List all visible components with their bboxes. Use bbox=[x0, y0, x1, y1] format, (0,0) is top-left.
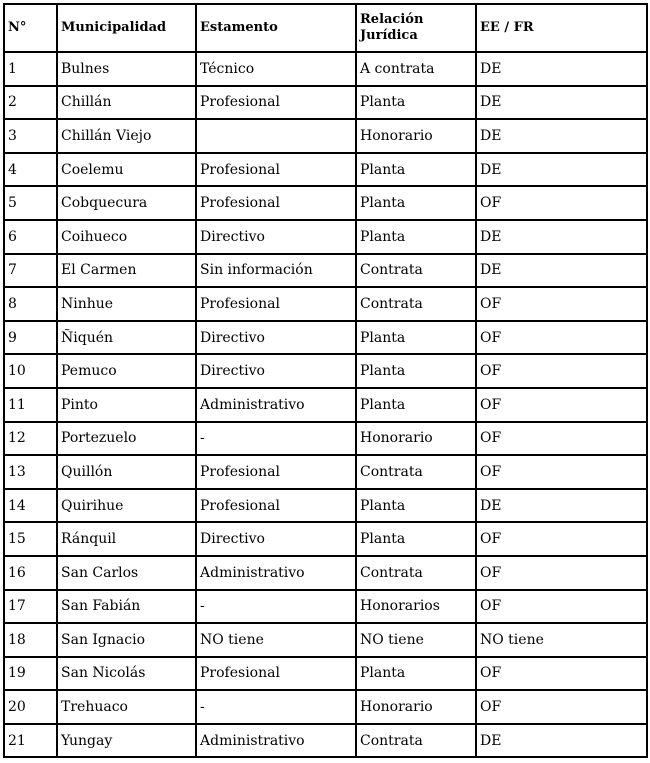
table-row bbox=[4, 86, 647, 120]
table-row bbox=[4, 254, 647, 288]
table-row bbox=[4, 388, 647, 422]
cell-municipality: San Nicolás bbox=[57, 657, 196, 691]
cell-estamento: Directivo bbox=[196, 220, 356, 254]
cell-ee-fr: OF bbox=[476, 690, 647, 724]
cell-estamento: - bbox=[196, 690, 356, 724]
cell-estamento: Profesional bbox=[196, 153, 356, 187]
cell-ee-fr: OF bbox=[476, 422, 647, 456]
cell-ee-fr: OF bbox=[476, 522, 647, 556]
table-row bbox=[4, 119, 647, 153]
cell-ee-fr: OF bbox=[476, 556, 647, 590]
cell-estamento: - bbox=[196, 590, 356, 624]
cell-legal-relation: NO tiene bbox=[356, 623, 476, 657]
cell-estamento: NO tiene bbox=[196, 623, 356, 657]
cell-estamento: Técnico bbox=[196, 52, 356, 86]
table-row bbox=[4, 321, 647, 355]
cell-number: 1 bbox=[4, 52, 57, 86]
cell-number: 18 bbox=[4, 623, 57, 657]
cell-number: 12 bbox=[4, 422, 57, 456]
cell-ee-fr: DE bbox=[476, 489, 647, 523]
cell-number: 21 bbox=[4, 724, 57, 758]
cell-number: 11 bbox=[4, 388, 57, 422]
cell-municipality: Bulnes bbox=[57, 52, 196, 86]
cell-municipality: Yungay bbox=[57, 724, 196, 758]
header-ee-fr: EE / FR bbox=[476, 4, 647, 52]
table-row bbox=[4, 690, 647, 724]
cell-legal-relation: Planta bbox=[356, 354, 476, 388]
table-row bbox=[4, 522, 647, 556]
cell-municipality: Coihueco bbox=[57, 220, 196, 254]
cell-legal-relation: Planta bbox=[356, 153, 476, 187]
cell-number: 17 bbox=[4, 590, 57, 624]
cell-legal-relation: Planta bbox=[356, 321, 476, 355]
cell-number: 14 bbox=[4, 489, 57, 523]
cell-ee-fr: OF bbox=[476, 186, 647, 220]
table-container bbox=[3, 3, 648, 758]
cell-estamento: Administrativo bbox=[196, 724, 356, 758]
cell-number: 7 bbox=[4, 254, 57, 288]
header-row bbox=[4, 4, 647, 52]
cell-number: 6 bbox=[4, 220, 57, 254]
cell-estamento: Administrativo bbox=[196, 556, 356, 590]
header-legal-relation: Relación Jurídica bbox=[356, 4, 476, 52]
cell-ee-fr: OF bbox=[476, 657, 647, 691]
cell-legal-relation: Honorario bbox=[356, 422, 476, 456]
table-row bbox=[4, 724, 647, 758]
cell-estamento: Profesional bbox=[196, 287, 356, 321]
municipalities-table bbox=[3, 3, 648, 758]
cell-number: 16 bbox=[4, 556, 57, 590]
cell-ee-fr: NO tiene bbox=[476, 623, 647, 657]
cell-legal-relation: Contrata bbox=[356, 724, 476, 758]
cell-estamento: Sin información bbox=[196, 254, 356, 288]
cell-number: 2 bbox=[4, 86, 57, 120]
cell-ee-fr: OF bbox=[476, 455, 647, 489]
table-header bbox=[4, 4, 647, 52]
cell-ee-fr: OF bbox=[476, 354, 647, 388]
cell-municipality: Ninhue bbox=[57, 287, 196, 321]
cell-legal-relation: Contrata bbox=[356, 287, 476, 321]
cell-estamento bbox=[196, 119, 356, 153]
cell-municipality: Ñiquén bbox=[57, 321, 196, 355]
cell-estamento: Profesional bbox=[196, 455, 356, 489]
table-body bbox=[4, 52, 647, 757]
cell-estamento: - bbox=[196, 422, 356, 456]
cell-legal-relation: Planta bbox=[356, 86, 476, 120]
header-number: N° bbox=[4, 4, 57, 52]
cell-number: 8 bbox=[4, 287, 57, 321]
cell-estamento: Directivo bbox=[196, 321, 356, 355]
table-row bbox=[4, 422, 647, 456]
cell-legal-relation: Planta bbox=[356, 220, 476, 254]
cell-number: 10 bbox=[4, 354, 57, 388]
cell-legal-relation: Contrata bbox=[356, 556, 476, 590]
table-row bbox=[4, 153, 647, 187]
cell-ee-fr: DE bbox=[476, 220, 647, 254]
cell-municipality: Pinto bbox=[57, 388, 196, 422]
cell-municipality: Portezuelo bbox=[57, 422, 196, 456]
cell-legal-relation: Planta bbox=[356, 489, 476, 523]
cell-ee-fr: DE bbox=[476, 153, 647, 187]
cell-municipality: Cobquecura bbox=[57, 186, 196, 220]
cell-municipality: Pemuco bbox=[57, 354, 196, 388]
cell-estamento: Profesional bbox=[196, 657, 356, 691]
cell-legal-relation: Contrata bbox=[356, 455, 476, 489]
cell-ee-fr: OF bbox=[476, 590, 647, 624]
cell-estamento: Profesional bbox=[196, 489, 356, 523]
cell-ee-fr: DE bbox=[476, 119, 647, 153]
cell-estamento: Directivo bbox=[196, 354, 356, 388]
cell-number: 15 bbox=[4, 522, 57, 556]
cell-ee-fr: DE bbox=[476, 52, 647, 86]
cell-municipality: Ránquil bbox=[57, 522, 196, 556]
cell-estamento: Profesional bbox=[196, 86, 356, 120]
table-row bbox=[4, 556, 647, 590]
cell-ee-fr: DE bbox=[476, 86, 647, 120]
cell-municipality: Chillán bbox=[57, 86, 196, 120]
table-row bbox=[4, 287, 647, 321]
cell-estamento: Directivo bbox=[196, 522, 356, 556]
table-row bbox=[4, 623, 647, 657]
table-row bbox=[4, 354, 647, 388]
cell-legal-relation: Honorarios bbox=[356, 590, 476, 624]
table-row bbox=[4, 657, 647, 691]
table-row bbox=[4, 220, 647, 254]
cell-municipality: Quirihue bbox=[57, 489, 196, 523]
cell-ee-fr: OF bbox=[476, 321, 647, 355]
cell-municipality: San Fabián bbox=[57, 590, 196, 624]
table-row bbox=[4, 590, 647, 624]
table-row bbox=[4, 52, 647, 86]
cell-number: 20 bbox=[4, 690, 57, 724]
cell-number: 13 bbox=[4, 455, 57, 489]
cell-number: 9 bbox=[4, 321, 57, 355]
cell-ee-fr: OF bbox=[476, 388, 647, 422]
cell-number: 3 bbox=[4, 119, 57, 153]
table-row bbox=[4, 489, 647, 523]
cell-legal-relation: Planta bbox=[356, 388, 476, 422]
cell-municipality: San Ignacio bbox=[57, 623, 196, 657]
cell-municipality: Chillán Viejo bbox=[57, 119, 196, 153]
cell-number: 19 bbox=[4, 657, 57, 691]
cell-estamento: Administrativo bbox=[196, 388, 356, 422]
cell-municipality: San Carlos bbox=[57, 556, 196, 590]
cell-estamento: Profesional bbox=[196, 186, 356, 220]
header-municipality: Municipalidad bbox=[57, 4, 196, 52]
cell-municipality: Coelemu bbox=[57, 153, 196, 187]
cell-municipality: Quillón bbox=[57, 455, 196, 489]
cell-legal-relation: Planta bbox=[356, 186, 476, 220]
cell-ee-fr: DE bbox=[476, 724, 647, 758]
cell-legal-relation: Honorario bbox=[356, 690, 476, 724]
cell-municipality: Trehuaco bbox=[57, 690, 196, 724]
cell-municipality: El Carmen bbox=[57, 254, 196, 288]
header-estamento: Estamento bbox=[196, 4, 356, 52]
table-row bbox=[4, 455, 647, 489]
cell-legal-relation: Contrata bbox=[356, 254, 476, 288]
cell-legal-relation: Honorario bbox=[356, 119, 476, 153]
cell-number: 4 bbox=[4, 153, 57, 187]
cell-ee-fr: OF bbox=[476, 287, 647, 321]
table-row bbox=[4, 186, 647, 220]
cell-legal-relation: A contrata bbox=[356, 52, 476, 86]
cell-number: 5 bbox=[4, 186, 57, 220]
cell-ee-fr: DE bbox=[476, 254, 647, 288]
cell-legal-relation: Planta bbox=[356, 657, 476, 691]
cell-legal-relation: Planta bbox=[356, 522, 476, 556]
